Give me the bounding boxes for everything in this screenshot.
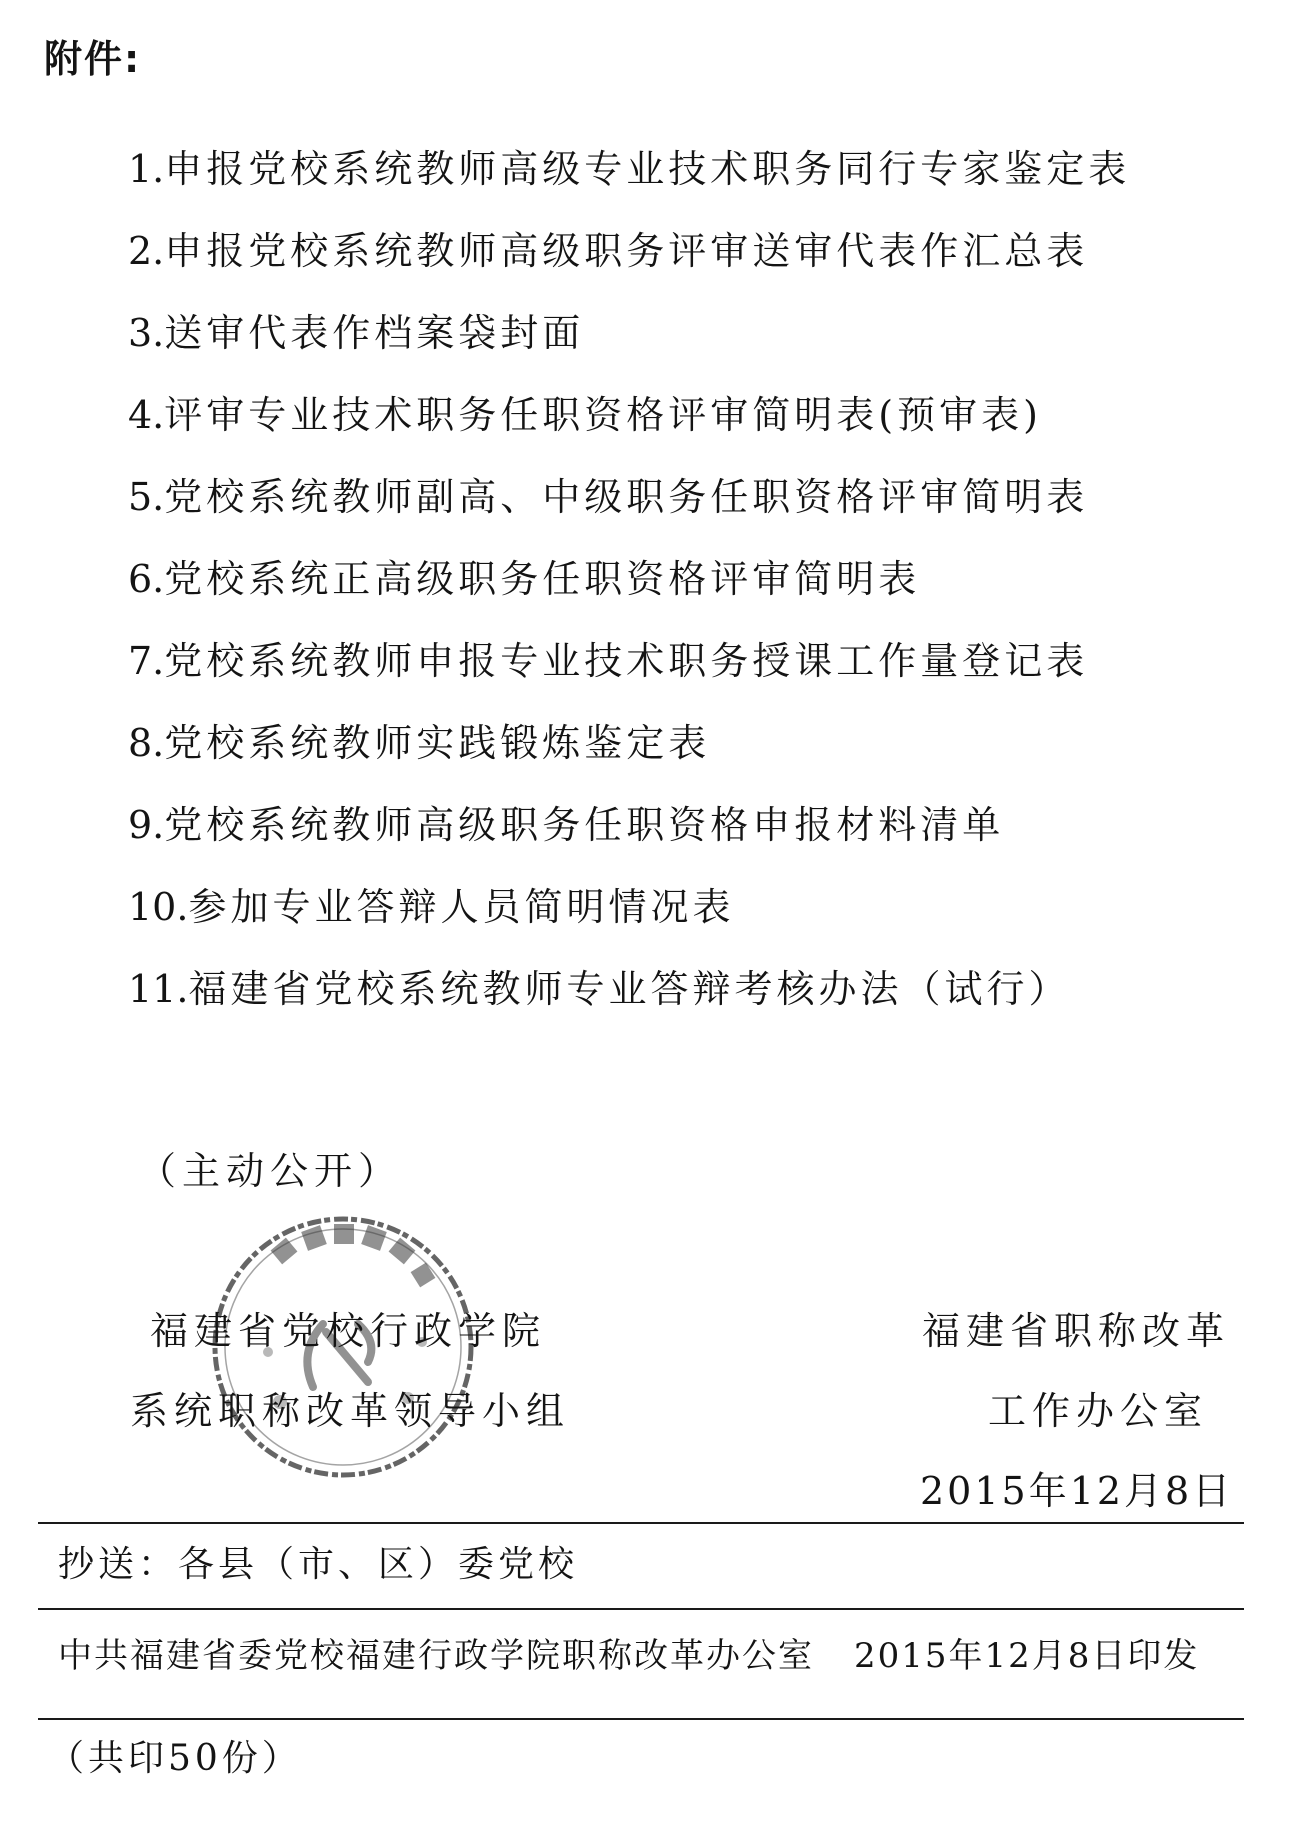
issuer-line	[58, 1628, 1199, 1677]
issuing-org-left-line2: 系统职称改革领导小组	[130, 1389, 571, 1433]
attachment-title: 党校系统教师高级职务任职资格申报材料清单	[164, 803, 1005, 847]
attachment-number: 3.	[128, 311, 165, 355]
attachment-number: 2.	[128, 229, 165, 273]
attachment-number: 7.	[128, 639, 165, 683]
attachment-item	[128, 784, 1130, 866]
attachment-title: 党校系统正高级职务任职资格评审简明表	[164, 557, 921, 601]
attachment-item	[128, 702, 1130, 784]
attachment-title: 党校系统教师申报专业技术职务授课工作量登记表	[164, 639, 1089, 683]
divider-line	[38, 1608, 1244, 1610]
attachment-number: 10.	[128, 885, 189, 929]
issuing-org-right-line2: 工作办公室	[988, 1389, 1209, 1433]
disclosure-note: （主动公开）	[138, 1149, 403, 1193]
attachment-number: 6.	[128, 557, 165, 601]
attachment-title: 申报党校系统教师高级职务评审送审代表作汇总表	[164, 229, 1089, 273]
issuing-org-right-line1: 福建省职称改革	[922, 1309, 1231, 1353]
attachment-title: 评审专业技术职务任职资格评审简明表(预审表)	[164, 393, 1042, 437]
attachment-title: 党校系统教师实践锻炼鉴定表	[164, 721, 711, 765]
attachment-item	[128, 292, 1130, 374]
attachment-title: 参加专业答辩人员简明情况表	[188, 885, 735, 929]
issue-date: 2015年12月8日印发	[854, 1636, 1200, 1676]
attachment-title: 福建省党校系统教师专业答辩考核办法（试行）	[188, 967, 1071, 1011]
attachment-number: 4.	[128, 393, 165, 437]
divider-line	[38, 1718, 1244, 1720]
attachment-item	[128, 620, 1130, 702]
divider-line	[38, 1522, 1244, 1524]
attachment-number: 8.	[128, 721, 165, 765]
attachment-item	[128, 128, 1130, 210]
attachment-number: 1.	[128, 147, 165, 191]
attachment-number: 11.	[128, 967, 189, 1011]
attachments-heading: 附件:	[44, 37, 142, 81]
cc-recipients: 抄送：各县（市、区）委党校	[58, 1544, 579, 1585]
attachment-number: 9.	[128, 803, 165, 847]
issuing-org-left-line1: 福建省党校行政学院	[150, 1309, 547, 1353]
attachment-title: 送审代表作档案袋封面	[164, 311, 585, 355]
attachment-item	[128, 538, 1130, 620]
signature-date: 2015年12月8日	[920, 1469, 1234, 1513]
attachment-item	[128, 374, 1130, 456]
issuer-office: 中共福建省委党校福建行政学院职称改革办公室	[58, 1636, 814, 1676]
attachment-title: 申报党校系统教师高级专业技术职务同行专家鉴定表	[164, 147, 1131, 191]
print-copies-note: （共印50份）	[48, 1738, 302, 1779]
attachment-item	[128, 948, 1130, 1030]
attachment-list	[128, 128, 1130, 1030]
attachment-item	[128, 456, 1130, 538]
attachment-item	[128, 210, 1130, 292]
attachment-number: 5.	[128, 475, 165, 519]
attachment-item	[128, 866, 1130, 948]
attachment-title: 党校系统教师副高、中级职务任职资格评审简明表	[164, 475, 1089, 519]
